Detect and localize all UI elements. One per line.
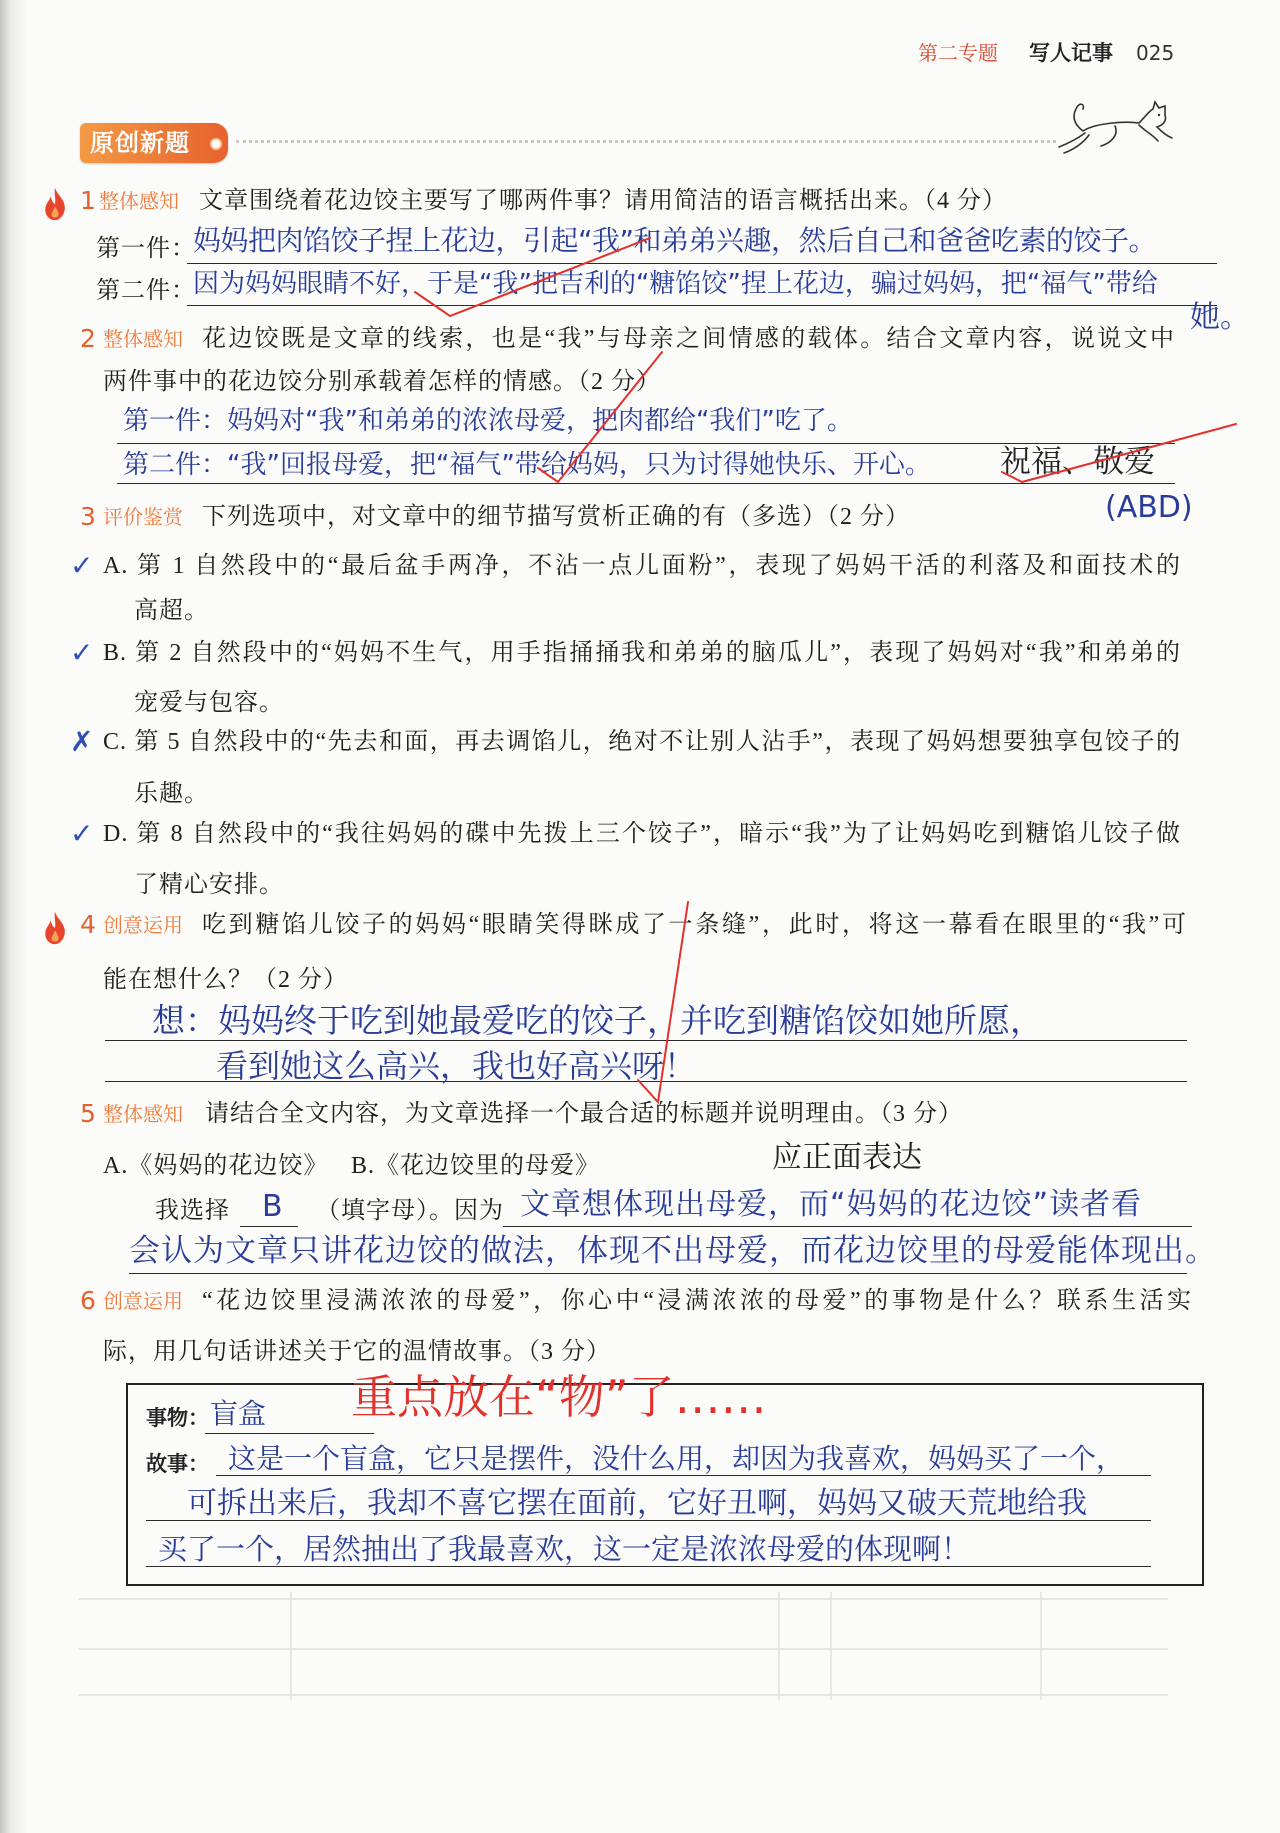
- question-4-number: 4: [80, 910, 96, 939]
- option-d-line-1: D. 第 8 自然段中的“我往妈妈的碟中先拨上三个饺子”，暗示“我”为了让妈妈吃到糖馅儿饺子做: [103, 821, 1181, 847]
- badge-dot: [210, 138, 222, 150]
- story-line-1: 这是一个盲盒，它只是摆件，没什么用，却因为我喜欢，妈妈买了一个，: [228, 1442, 1125, 1475]
- question-2-answer-second: 第二件：“我”回报母爱，把“福气”带给妈妈，只为讨得她快乐、开心。: [123, 450, 931, 480]
- question-2-teacher-note: 祝福、敬爱: [1000, 444, 1155, 480]
- question-6-prompt-line-1: “花边饺里浸满浓浓的母爱”，你心中“浸满浓浓的母爱”的事物是什么？联系生活实: [202, 1288, 1192, 1314]
- show-through-line: [78, 1598, 1168, 1600]
- choice-underline: [240, 1226, 298, 1227]
- question-1-number: 1: [80, 186, 96, 215]
- question-4-tag: 创意运用: [103, 913, 183, 937]
- option-b-line-1: B. 第 2 自然段中的“妈妈不生气，用手指捅捅我和弟弟的脑瓜儿”，表现了妈妈对“我”和弟弟的: [103, 640, 1181, 666]
- question-5-reason-line-2: 会认为文章只讲花边饺的做法，体现不出母爱，而花边饺里的母爱能体现出。: [129, 1233, 1217, 1269]
- show-through-line: [830, 1592, 832, 1700]
- question-1-answer-second: 因为妈妈眼睛不好，于是“我”把吉利的“糖馅饺”捏上花边，骗过妈妈，把“福气”带给: [193, 269, 1158, 299]
- story-underline: [146, 1520, 1151, 1521]
- question-1-label-first: 第一件：: [96, 236, 196, 262]
- question-5-teacher-note: 应正面表达: [772, 1140, 922, 1175]
- question-3-answer: (ABD): [1105, 490, 1193, 525]
- question-1-answer-first: 妈妈把肉馅饺子捏上花边，引起“我”和弟弟兴趣，然后自己和爸爸吃素的饺子。: [193, 224, 1157, 257]
- question-3-number: 3: [80, 502, 96, 531]
- story-line-2: 可拆出来后，我却不喜它摆在面前，它好丑啊，妈妈又破天荒地给我: [187, 1486, 1087, 1521]
- story-underline: [146, 1566, 1151, 1567]
- question-2-answer-first: 第一件：妈妈对“我”和弟弟的浓浓母爱，把肉都给“我们”吃了。: [123, 406, 853, 436]
- story-underline: [216, 1475, 1151, 1476]
- option-a-line-1: A. 第 1 自然段中的“最后盆手两净，不沾一点儿面粉”，表现了妈妈干活的利落及和面技术的: [103, 553, 1181, 579]
- check-mark-icon: ✓: [70, 817, 94, 850]
- answer-underline: [187, 263, 1217, 264]
- reverse-page-show-through: [78, 1592, 1168, 1700]
- cross-mark-icon: ✗: [70, 725, 94, 758]
- story-line-3: 买了一个，居然抽出了我最喜欢，这一定是浓浓母爱的体现啊！: [158, 1532, 971, 1566]
- header-section: 第二专题: [918, 41, 998, 65]
- flame-icon: [42, 910, 68, 946]
- answer-underline: [187, 305, 1217, 306]
- page-number: 025: [1136, 41, 1175, 65]
- question-2-number: 2: [80, 324, 96, 353]
- option-b-line-2: 宠爱与包容。: [134, 690, 284, 716]
- answer-underline: [129, 1273, 1187, 1274]
- show-through-line: [778, 1592, 780, 1700]
- check-mark-icon: ✓: [70, 549, 94, 582]
- question-5-prompt: 请结合全文内容，为文章选择一个最合适的标题并说明理由。（3 分）: [205, 1101, 963, 1127]
- question-5-tag: 整体感知: [103, 1102, 183, 1126]
- question-6-tag: 创意运用: [103, 1289, 183, 1313]
- question-6-number: 6: [80, 1286, 96, 1315]
- answer-underline: [105, 1040, 1187, 1041]
- flame-icon: [42, 186, 68, 222]
- question-5-choice: B: [262, 1189, 283, 1224]
- question-4-answer-line-1: 想：妈妈终于吃到她最爱吃的饺子，并吃到糖馅饺如她所愿，: [152, 1001, 1043, 1040]
- question-6-prompt-line-2: 际，用几句话讲述关于它的温情故事。（3 分）: [103, 1339, 611, 1365]
- question-4-answer-line-2: 看到她这么高兴，我也好高兴呀！: [216, 1047, 697, 1085]
- question-5-choose-prefix: 我选择: [155, 1198, 230, 1224]
- question-1-label-second: 第二件：: [96, 278, 196, 304]
- teacher-comment: 重点放在“物”了……: [351, 1370, 767, 1424]
- option-c-line-1: C. 第 5 自然段中的“先去和面，再去调馅儿，绝对不让别人沾手”，表现了妈妈想要独享包饺子的: [103, 729, 1181, 755]
- answer-underline: [105, 1081, 1187, 1082]
- item-label: 事物：: [146, 1406, 209, 1430]
- option-d-line-2: 了精心安排。: [134, 872, 284, 898]
- question-5-option-a: A.《妈妈的花边饺》: [103, 1153, 329, 1179]
- cat-illustration-icon: [1055, 95, 1175, 160]
- question-2-tag: 整体感知: [103, 327, 183, 351]
- question-1-answer-second-tail: 她。: [1190, 300, 1250, 335]
- question-4-prompt-line-2: 能在想什么？（2 分）: [103, 967, 348, 993]
- check-mark-icon: ✓: [70, 636, 94, 669]
- header-topic: 写人记事: [1029, 41, 1113, 65]
- question-5-reason-line-1: 文章想体现出母爱，而“妈妈的花边饺”读者看: [520, 1187, 1143, 1222]
- badge-label: 原创新题: [90, 129, 190, 157]
- question-1-tag: 整体感知: [99, 189, 179, 213]
- show-through-line: [1040, 1592, 1042, 1700]
- show-through-line: [78, 1648, 1168, 1650]
- show-through-line: [290, 1592, 292, 1700]
- question-4-prompt-line-1: 吃到糖馅儿饺子的妈妈“眼睛笑得眯成了一条缝”，此时，将这一幕看在眼里的“我”可: [202, 912, 1187, 938]
- question-5-number: 5: [80, 1099, 96, 1128]
- question-3-prompt: 下列选项中，对文章中的细节描写赏析正确的有（多选）（2 分）: [202, 504, 910, 530]
- item-answer: 盲盒: [210, 1397, 267, 1430]
- question-2-prompt-line-2: 两件事中的花边饺分别承载着怎样的情感。（2 分）: [103, 369, 661, 395]
- question-3-tag: 评价鉴赏: [103, 505, 183, 529]
- original-questions-badge: [80, 123, 228, 163]
- question-2-prompt-line-1: 花边饺既是文章的线索，也是“我”与母亲之间情感的载体。结合文章内容，说说文中: [202, 326, 1175, 352]
- page-edge-shadow: [0, 0, 26, 1833]
- option-a-line-2: 高超。: [134, 598, 209, 624]
- item-underline: [205, 1433, 374, 1434]
- show-through-line: [78, 1694, 1168, 1696]
- dotted-divider: [236, 140, 1056, 143]
- option-c-line-2: 乐趣。: [134, 781, 209, 807]
- answer-underline: [503, 1226, 1192, 1227]
- question-5-option-b: B.《花边饺里的母爱》: [351, 1153, 601, 1179]
- question-1-prompt: 文章围绕着花边饺主要写了哪两件事？请用简洁的语言概括出来。（4 分）: [199, 188, 1007, 214]
- question-5-choose-suffix: （填字母）。因为: [316, 1198, 504, 1224]
- answer-underline: [117, 483, 1175, 484]
- story-label: 故事：: [146, 1452, 209, 1476]
